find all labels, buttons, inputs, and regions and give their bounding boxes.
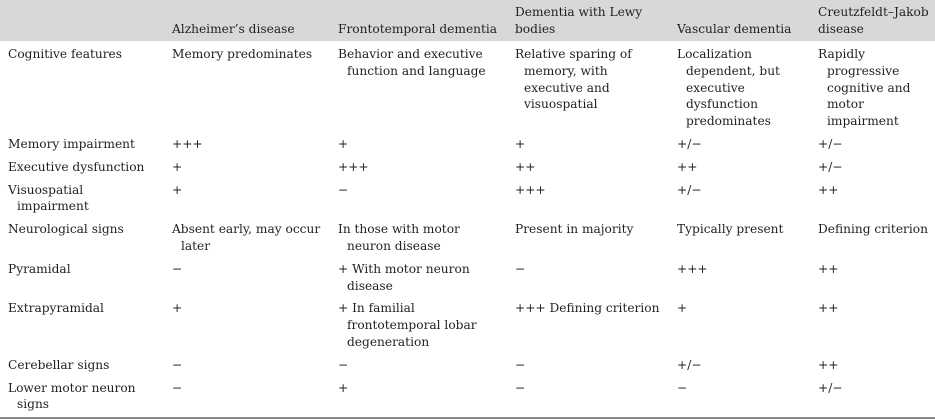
table-cell: +++ bbox=[338, 159, 369, 174]
table-cell: + bbox=[172, 159, 183, 174]
row-label: Lower motor neuron signs bbox=[8, 380, 136, 412]
header-cell-vascular: Vascular dementia bbox=[669, 0, 810, 41]
table-row bbox=[0, 219, 935, 259]
table-cell: Memory predominates bbox=[172, 47, 313, 61]
table-cell: − bbox=[172, 261, 183, 276]
table-cell: − bbox=[338, 182, 349, 197]
table-cell: + bbox=[515, 136, 526, 151]
table-cell: +/− bbox=[818, 159, 843, 174]
table-cell: +/− bbox=[810, 378, 935, 419]
row-label: Pyramidal bbox=[8, 261, 71, 276]
table-cell: + bbox=[172, 182, 183, 197]
row-label: Extrapyramidal bbox=[8, 301, 104, 316]
table-cell: − bbox=[515, 261, 526, 276]
cell-text: Localization dependent, but executive dysfunction predominates bbox=[677, 47, 780, 129]
table-cell: ++ bbox=[818, 182, 839, 197]
header-cell-cjd: Creutzfeldt–Jakob disease bbox=[810, 0, 935, 41]
table-cell: Typically present bbox=[677, 222, 784, 237]
cell-text: Behavior and executive function and language bbox=[338, 47, 486, 78]
table-row bbox=[0, 134, 935, 157]
header-cell-blank bbox=[0, 0, 164, 41]
cell-text: Absent early, may occur later bbox=[172, 222, 321, 253]
cell-text: Relative sparing of memory, with executive and visuospatial bbox=[515, 47, 632, 112]
table-cell: − bbox=[338, 357, 349, 372]
table-cell: +++ bbox=[172, 136, 203, 151]
header-cell-alzheimers: Alzheimer’s disease bbox=[164, 0, 330, 41]
row-label: Memory impairment bbox=[8, 136, 135, 151]
table-row bbox=[0, 157, 935, 180]
table-cell: +/− bbox=[677, 182, 702, 197]
table-cell: − bbox=[669, 378, 810, 419]
table-header bbox=[0, 0, 935, 41]
table-cell bbox=[507, 41, 669, 134]
row-label: Cognitive features bbox=[8, 47, 123, 61]
table-cell: +/− bbox=[677, 136, 702, 151]
table-cell: +++ bbox=[677, 261, 708, 276]
table-cell: + bbox=[677, 301, 688, 316]
table-row bbox=[0, 259, 935, 299]
cell-text: Rapidly progressive cognitive and motor impairment bbox=[818, 47, 911, 129]
table-row bbox=[0, 41, 935, 134]
table-cell: Present in majority bbox=[515, 222, 634, 237]
table-body bbox=[0, 41, 935, 418]
table-cell bbox=[669, 41, 810, 134]
table-cell: + bbox=[330, 378, 507, 419]
table-cell: +/− bbox=[677, 357, 702, 372]
row-label: Executive dysfunction bbox=[8, 159, 145, 174]
cell-text: + With motor neuron disease bbox=[338, 261, 470, 293]
table-row bbox=[0, 298, 935, 354]
table-cell bbox=[810, 41, 935, 134]
table-cell bbox=[164, 219, 330, 259]
cell-text: In those with motor neuron disease bbox=[338, 222, 460, 253]
table-row bbox=[0, 378, 935, 419]
table-cell bbox=[330, 259, 507, 299]
table-row bbox=[0, 180, 935, 220]
header-row bbox=[0, 0, 935, 41]
table-cell: − bbox=[164, 378, 330, 419]
table-cell: +/− bbox=[818, 136, 843, 151]
table-cell: ++ bbox=[677, 159, 698, 174]
table-row bbox=[0, 355, 935, 378]
table-cell bbox=[330, 41, 507, 134]
table-cell: ++ bbox=[818, 301, 839, 316]
row-label-cell bbox=[0, 180, 164, 220]
cell-text: + In familial frontotemporal lobar degeneration bbox=[338, 301, 477, 349]
row-label: Cerebellar signs bbox=[8, 357, 110, 372]
table-cell: ++ bbox=[818, 357, 839, 372]
table-cell: + bbox=[338, 136, 349, 151]
header-cell-lewy-bodies: Dementia with Lewy bodies bbox=[507, 0, 669, 41]
header-cell-frontotemporal: Frontotemporal dementia bbox=[330, 0, 507, 41]
table-cell: +++ bbox=[515, 182, 546, 197]
table-cell: Defining criterion bbox=[818, 222, 928, 237]
table-cell: − bbox=[507, 378, 669, 419]
table-cell bbox=[330, 298, 507, 354]
table-cell: − bbox=[172, 357, 183, 372]
row-label: Visuospatial impairment bbox=[8, 182, 89, 214]
table-cell: ++ bbox=[818, 261, 839, 276]
table-cell: + bbox=[172, 301, 183, 316]
table-cell: +++ Defining criterion bbox=[515, 301, 660, 316]
table-cell: ++ bbox=[515, 159, 536, 174]
table-cell: − bbox=[515, 357, 526, 372]
row-label-cell bbox=[0, 378, 164, 419]
table-cell bbox=[330, 219, 507, 259]
row-label: Neurological signs bbox=[8, 222, 124, 237]
